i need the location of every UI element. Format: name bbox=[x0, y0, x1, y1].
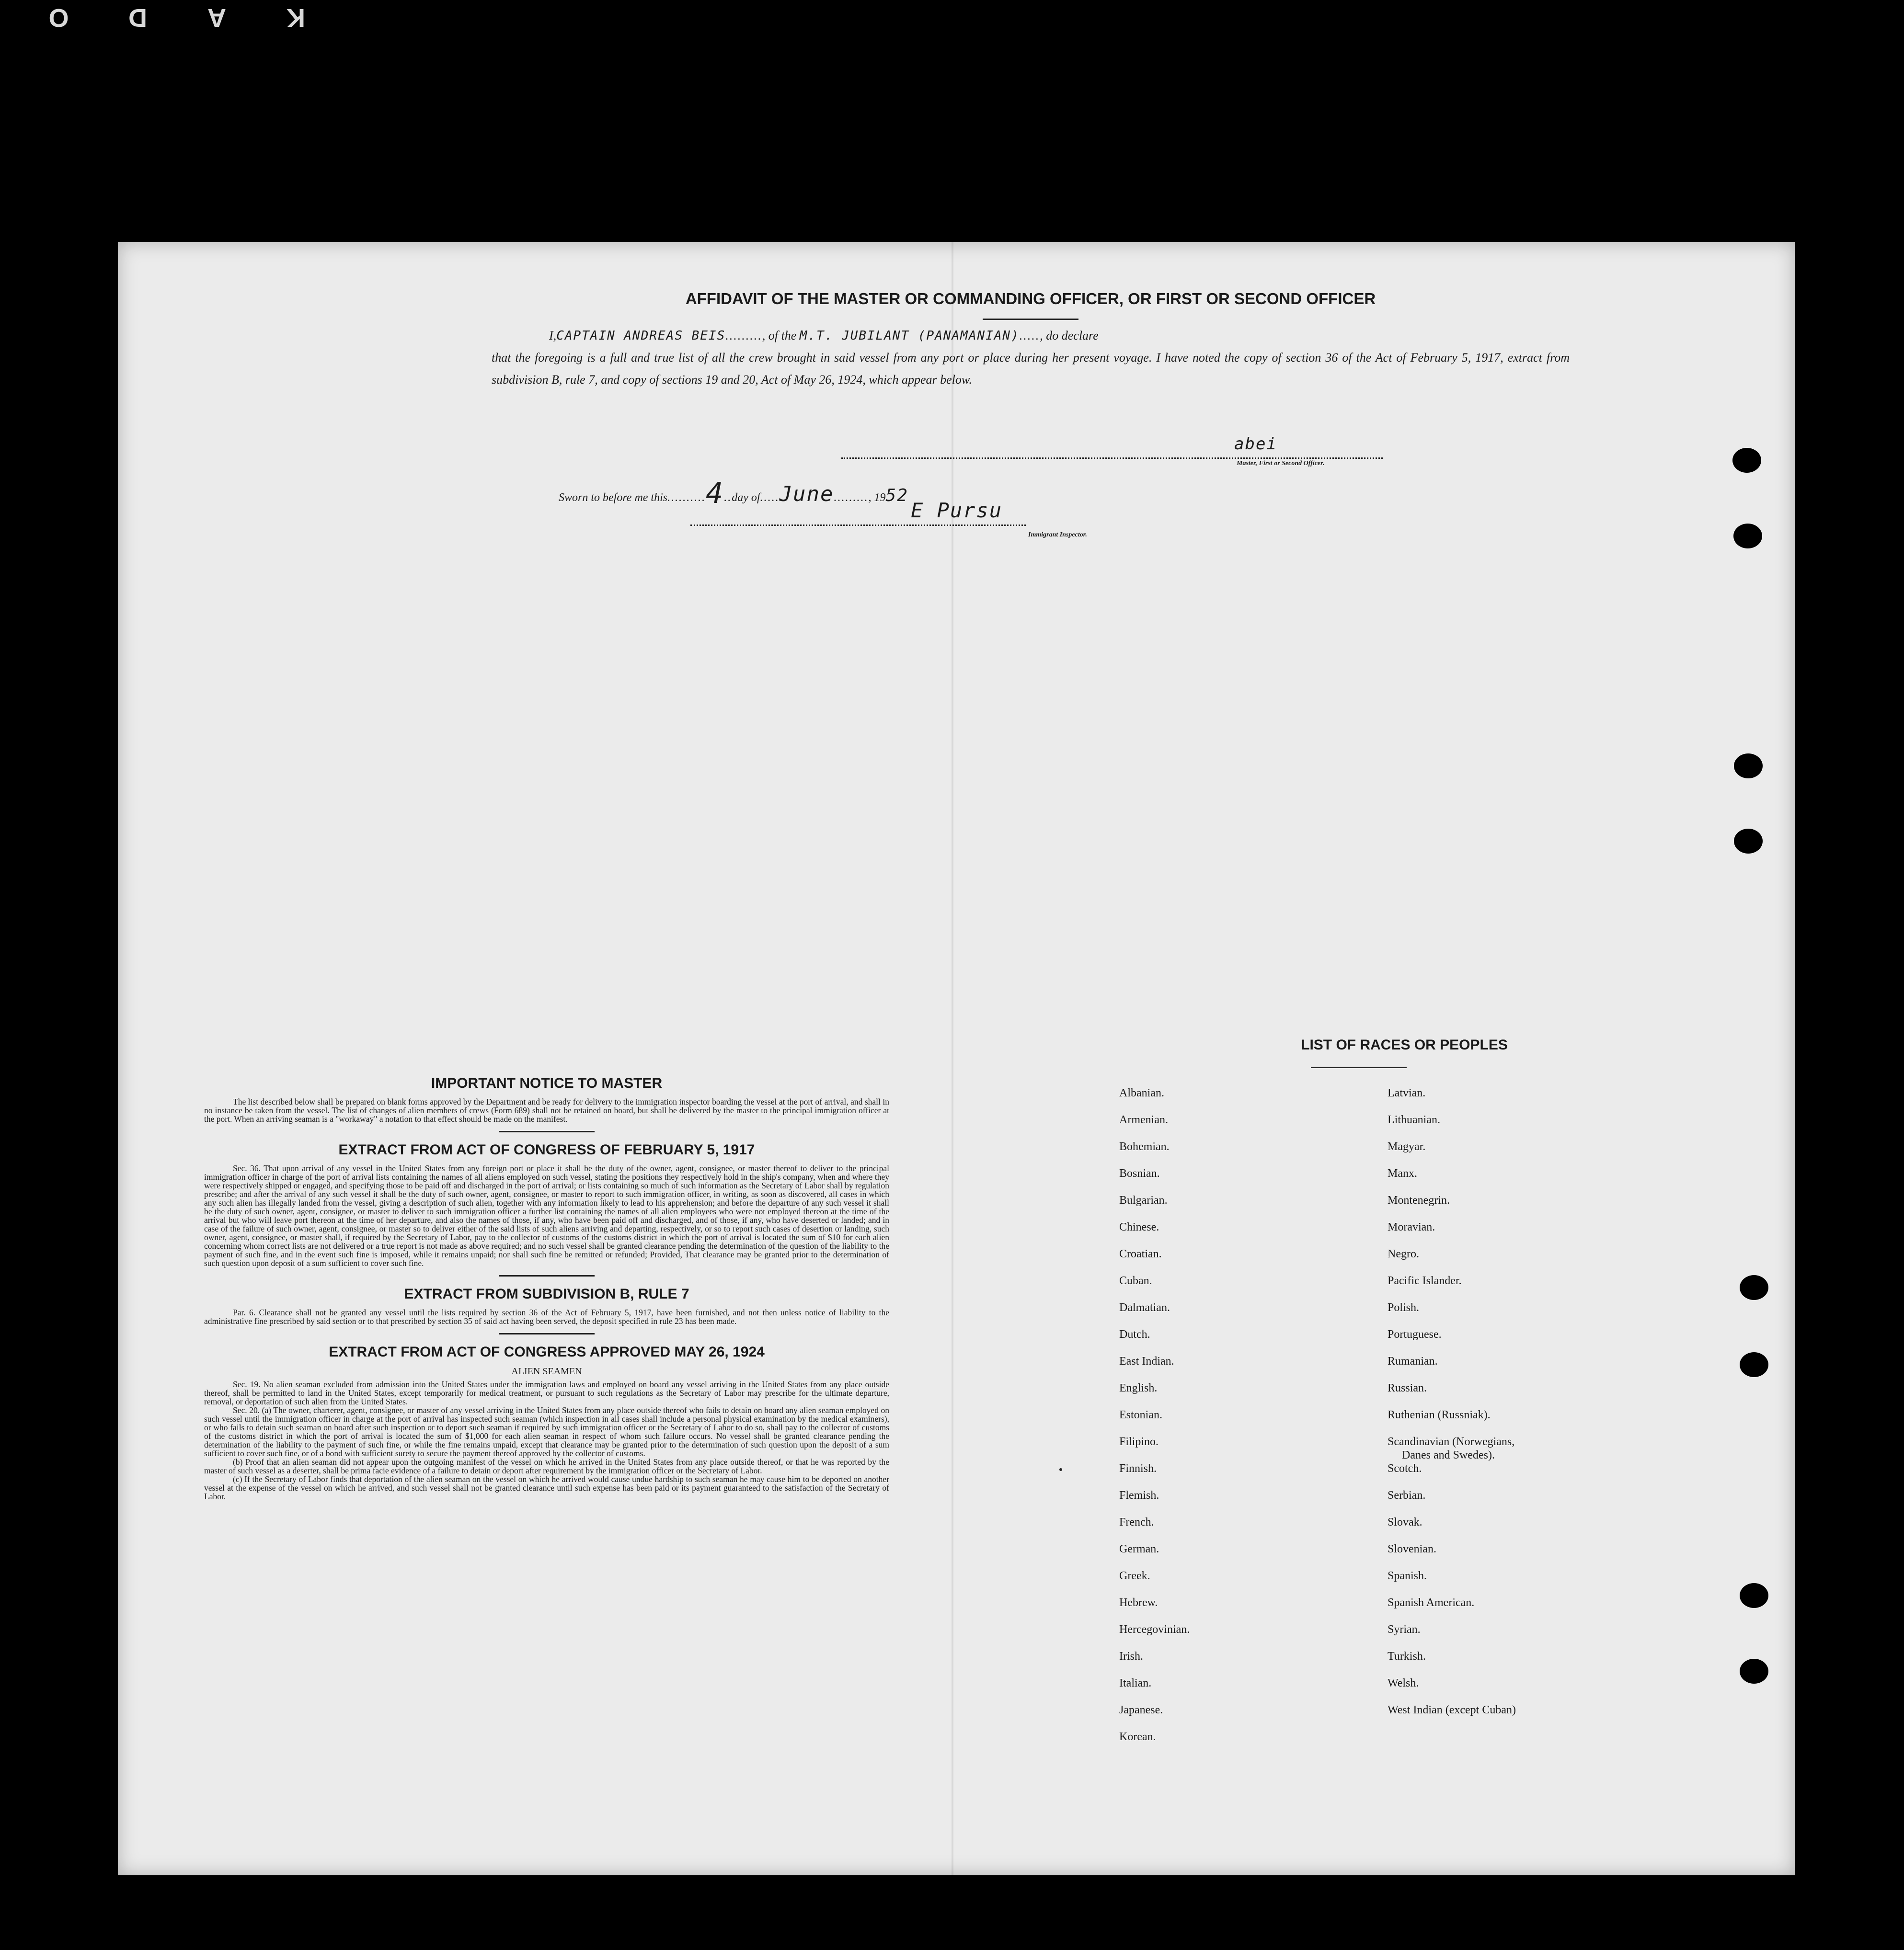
line-prefix: I, bbox=[549, 329, 557, 342]
film-letter: O bbox=[48, 3, 69, 32]
dot-leader: ..... bbox=[760, 491, 780, 504]
race-item: Dutch. bbox=[1119, 1328, 1150, 1341]
races-title: LIST OF RACES OR PEOPLES bbox=[1301, 1037, 1508, 1053]
film-letter: D bbox=[128, 3, 147, 32]
punch-hole bbox=[1734, 753, 1763, 778]
punch-hole bbox=[1740, 1659, 1768, 1684]
race-item: Polish. bbox=[1388, 1301, 1420, 1314]
race-item: Filipino. bbox=[1119, 1436, 1159, 1448]
extract-rule7-title: EXTRACT FROM SUBDIVISION B, RULE 7 bbox=[404, 1286, 689, 1302]
sec-20c-text: (c) If the Secretary of Labor finds that deportation of the alien seaman on the vessel on which he arrived would cause undue hardship to such seaman he may cause him to be deported on another vessel at the expense of the vessel on which he arrived, and such vessel shall not be granted clearance until such expense has been paid or its payment guaranteed to the satisfaction of the Secretary of Labor. bbox=[204, 1474, 889, 1501]
dot-leader: ......... bbox=[725, 329, 762, 342]
race-item bbox=[1388, 1731, 1579, 1758]
extract-1917-title: EXTRACT FROM ACT OF CONGRESS OF FEBRUARY 5, 1917 bbox=[338, 1142, 755, 1158]
race-item: Spanish. bbox=[1388, 1570, 1427, 1582]
extract-1917-text: Sec. 36. That upon arrival of any vessel in the United States from any foreign port or place it shall be the duty of the owner, agent, consignee, or master thereof to deliver to the principal immigration officer in charge of the port of arrival lists containing the names of all aliens employed on such vessel, stating the positions they respectively hold in the ship's company, when and where they were respectively shipped or engaged, and specifying those to be paid off and discharged in the port of arrival; or lists containing so much of such information as the Secretary of Labor shall by regulation prescribe; and after the arrival of any such vessel it shall be the duty of such owner, agent, consignee, or master to report to such immigration officer, in writing, as soon as discovered, all cases in which any such alien has illegally landed from the vessel, giving a description of such alien, together with any information likely to lead to his apprehension; and before the departure of any such vessel it shall be the duty of such owner, agent, consignee, or master to deliver to such immigration officer a further list containing the names of all alien employees who were not employed thereon at the time of the arrival but who will leave port thereon at the time of her departure, and also the names of those, if any, who have been paid off and discharged, and of those, if any, who have deserted or landed; and in case of the failure of such owner, agent, consignee, or master so to deliver either of the said lists of such aliens arriving and departing, respectively, or so to report such cases of desertion or landing, such owner, agent, consignee, or master shall, if required by the Secretary of Labor, pay to the collector of customs of the customs district in which the port of arrival is located the sum of $10 for each alien concerning whom correct lists are not delivered or a true report is not made as above required; and no such vessel shall be granted clearance pending the determination of the question of the liability to the payment of such fine, and in the event such fine is imposed, while it remains unpaid; nor shall such fine be remitted or refunded; Provided, That clearance may be granted prior to the determination of such question upon deposit of a sum sufficient to cover such fine. bbox=[204, 1163, 889, 1268]
dot-leader: ..... bbox=[1019, 329, 1040, 342]
inspector-caption: Immigrant Inspector. bbox=[1028, 531, 1087, 538]
race-item: Slovak. bbox=[1388, 1516, 1422, 1528]
race-item: Korean. bbox=[1119, 1731, 1156, 1743]
race-item: Rumanian. bbox=[1388, 1355, 1438, 1368]
extract-1924-title: EXTRACT FROM ACT OF CONGRESS APPROVED MAY 26, 1924 bbox=[329, 1344, 765, 1360]
race-item: Portuguese. bbox=[1388, 1328, 1442, 1341]
race-item: Manx. bbox=[1388, 1167, 1417, 1180]
race-item: Montenegrin. bbox=[1388, 1194, 1450, 1207]
sworn-prefix: Sworn to before me this bbox=[559, 491, 668, 504]
race-item: Chinese. bbox=[1119, 1221, 1159, 1233]
ink-speck bbox=[1059, 1468, 1062, 1471]
race-item: Welsh. bbox=[1388, 1677, 1419, 1689]
race-item: Dalmatian. bbox=[1119, 1301, 1170, 1314]
master-signature: abei bbox=[1234, 434, 1277, 454]
race-item: Finnish. bbox=[1119, 1462, 1157, 1475]
race-item: Bosnian. bbox=[1119, 1167, 1160, 1180]
race-item: East Indian. bbox=[1119, 1355, 1174, 1368]
document-page bbox=[118, 242, 1795, 1875]
affidavit-body: that the foregoing is a full and true list of all the crew brought in said vessel from any port or place during her present voyage. I have noted the copy of section 36 of the Act of February 5, 1917, extract from subdivision B, rule 7, and copy of sections 19 and 20, Act of May 26, 1924, which appear below. bbox=[492, 351, 1570, 387]
sworn-year-prefix: , 19 bbox=[868, 491, 886, 504]
sec-19-text: Sec. 19. No alien seaman excluded from admission into the United States under the immigration laws and employed on board any vessel arriving in the United States from any place outside thereof, shall be permitted to land in the United States, except temporarily for medical treatment, or pursuant to such regulations as the Secretary of Labor may prescribe for the ultimate departure, removal, or deportation of such alien from the United States. bbox=[204, 1380, 889, 1406]
extract-rule7-text: Par. 6. Clearance shall not be granted any vessel until the lists required by section 36 of the Act of February 5, 1917, have been furnished, and not then unless notice of liability to the administrative fine prescribed by said section or to that prescribed by section 35 of said act having been served, the deposit specified in rule 23 has been made. bbox=[204, 1308, 889, 1326]
punch-hole bbox=[1732, 448, 1761, 473]
punch-hole bbox=[1740, 1275, 1768, 1300]
notice-title: IMPORTANT NOTICE TO MASTER bbox=[431, 1075, 663, 1091]
race-item: Magyar. bbox=[1388, 1140, 1426, 1153]
races-grid bbox=[1119, 1087, 1742, 1758]
race-item: Serbian. bbox=[1388, 1489, 1426, 1502]
race-item: Latvian. bbox=[1388, 1087, 1426, 1099]
race-item: German. bbox=[1119, 1543, 1159, 1555]
race-item: English. bbox=[1119, 1382, 1158, 1394]
affidavit-declaration bbox=[492, 325, 1570, 391]
master-signature-line bbox=[841, 434, 1383, 459]
race-item-continuation: Danes and Swedes). bbox=[1402, 1449, 1495, 1461]
inspector-signature: E Pursu bbox=[911, 499, 1003, 522]
sec-20b-text: (b) Proof that an alien seaman did not appear upon the outgoing manifest of the vessel on which he arrived in the United States from any place outside thereof, or that he was reported by the master of such vessel as a deserter, shall be prima facie evidence of a failure to detain or deport after requirement by the immigration officer or the Secretary of Labor. bbox=[204, 1457, 889, 1475]
master-name: CAPTAIN ANDREAS BEIS bbox=[556, 329, 726, 343]
race-item: Bohemian. bbox=[1119, 1140, 1170, 1153]
line-suffix: , do declare bbox=[1040, 329, 1099, 342]
race-item: Pacific Islander. bbox=[1388, 1275, 1462, 1287]
race-item: Moravian. bbox=[1388, 1221, 1435, 1233]
legal-notices bbox=[204, 1071, 889, 1501]
race-item: Scandinavian (Norwegians, Danes and Swedes). bbox=[1388, 1436, 1515, 1461]
race-item: Hebrew. bbox=[1119, 1596, 1158, 1609]
sworn-line bbox=[559, 477, 1181, 510]
master-caption: Master, First or Second Officer. bbox=[1237, 460, 1325, 467]
race-item: Scotch. bbox=[1388, 1462, 1422, 1475]
divider bbox=[499, 1131, 595, 1132]
punch-hole bbox=[1740, 1352, 1768, 1377]
dot-leader: .. bbox=[724, 491, 732, 504]
race-item: Hercegovinian. bbox=[1119, 1623, 1190, 1636]
race-item: Lithuanian. bbox=[1388, 1114, 1440, 1126]
race-item: French. bbox=[1119, 1516, 1154, 1528]
affidavit-title: AFFIDAVIT OF THE MASTER OR COMMANDING OFFICER, OR FIRST OR SECOND OFFICER bbox=[685, 290, 1376, 308]
race-item: Cuban. bbox=[1119, 1275, 1152, 1287]
race-item: Syrian. bbox=[1388, 1623, 1421, 1636]
race-item: Ruthenian (Russniak). bbox=[1388, 1409, 1491, 1421]
affidavit-section bbox=[492, 290, 1570, 391]
race-item: Armenian. bbox=[1119, 1114, 1168, 1126]
race-item: Italian. bbox=[1119, 1677, 1152, 1689]
race-item: Negro. bbox=[1388, 1248, 1419, 1260]
sworn-year: 52 bbox=[885, 486, 908, 505]
race-item: Estonian. bbox=[1119, 1409, 1162, 1421]
race-item: Croatian. bbox=[1119, 1248, 1162, 1260]
line-mid: , of the bbox=[762, 329, 797, 342]
dot-leader: .......... bbox=[667, 491, 706, 504]
race-item: Irish. bbox=[1119, 1650, 1143, 1663]
sworn-day: 4 bbox=[706, 477, 724, 510]
punch-hole bbox=[1733, 524, 1762, 548]
punch-hole bbox=[1734, 829, 1763, 854]
film-letter: A bbox=[207, 3, 226, 32]
sworn-month: June bbox=[779, 482, 834, 506]
race-item: Turkish. bbox=[1388, 1650, 1426, 1663]
race-item: Bulgarian. bbox=[1119, 1194, 1168, 1207]
sworn-mid: day of bbox=[732, 491, 760, 504]
divider bbox=[499, 1333, 595, 1334]
sec-20a-text: Sec. 20. (a) The owner, charterer, agent, consignee, or master of any vessel arriving in the United States from any place outside thereof who fails to detain on board any alien seaman employed on such vessel until the immigration officer in charge at the port of arrival has inspected such seaman (which inspection in all cases shall include a personal physical examination by the medical examiners), or who fails to detain such seaman on board after such inspection or to deport such seaman if required by such immigration officer or the Secretary of Labor to do so, shall pay to the collector of customs of the customs district in which the port of arrival is located the sum of $1,000 for each alien seaman in respect of whom such failure occurs. No vessel shall be granted clearance pending the determination of the liability to the payment of such fine, or while the fine remains unpaid, except that clearance may be granted prior to the determination of such question upon the deposit of a sum sufficient to cover such fine, or of a bond with sufficient surety to secure the payment thereof approved by the collector of customs. bbox=[204, 1405, 889, 1458]
race-item: Slovenian. bbox=[1388, 1543, 1436, 1555]
race-item: Flemish. bbox=[1119, 1489, 1159, 1502]
race-item: Greek. bbox=[1119, 1570, 1150, 1582]
race-item: Spanish American. bbox=[1388, 1596, 1475, 1609]
race-item: Russian. bbox=[1388, 1382, 1427, 1394]
extract-1924-subtitle: ALIEN SEAMEN bbox=[511, 1366, 582, 1377]
races-list bbox=[1119, 1037, 1742, 1758]
divider bbox=[983, 319, 1078, 320]
race-item: Albanian. bbox=[1119, 1087, 1164, 1099]
dot-leader: ......... bbox=[834, 491, 869, 504]
notice-text: The list described below shall be prepared on blank forms approved by the Department and be ready for delivery to the immigration inspector boarding the vessel at the port of arrival, and shall in no instance be taken from the vessel. The list of changes of alien members of crews (Form 689) shall not be retained on board, but shall be delivered by the master to the principal immigration officer at the port. When an arriving seaman is a "workaway" a notation to that effect should be made on the manifest. bbox=[204, 1097, 889, 1124]
divider bbox=[499, 1275, 595, 1277]
divider bbox=[1311, 1067, 1407, 1068]
race-item: West Indian (except Cuban) bbox=[1388, 1704, 1516, 1716]
race-item: Japanese. bbox=[1119, 1704, 1163, 1716]
inspector-signature-line bbox=[690, 499, 1026, 526]
film-letter: K bbox=[287, 3, 305, 32]
vessel-name: M.T. JUBILANT (PANAMANIAN) bbox=[799, 329, 1020, 343]
punch-hole bbox=[1740, 1583, 1768, 1608]
film-edge-marking bbox=[19, 3, 335, 33]
